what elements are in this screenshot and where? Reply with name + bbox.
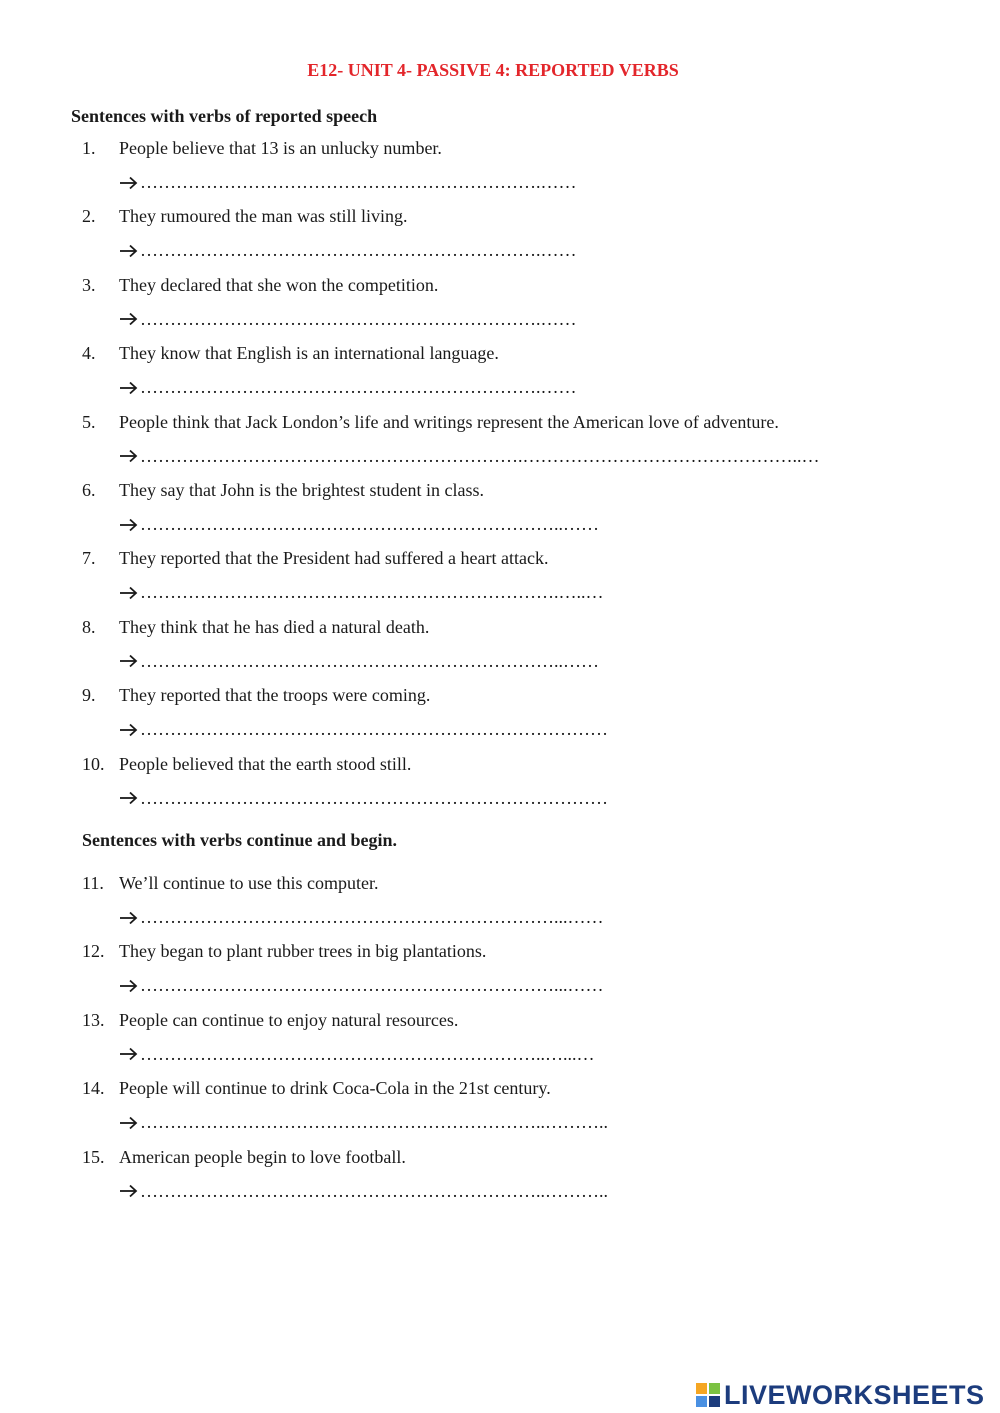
answer-line[interactable] bbox=[119, 446, 820, 467]
answer-line[interactable] bbox=[119, 377, 577, 398]
question-text: People believe that 13 is an unlucky number. bbox=[119, 138, 442, 158]
question-number: 15. bbox=[82, 1146, 105, 1167]
question-number: 12. bbox=[82, 941, 105, 962]
answer-line[interactable] bbox=[119, 240, 577, 261]
liveworksheets-logo-icon bbox=[696, 1383, 720, 1407]
question-text: They reported that the troops were coming. bbox=[119, 685, 431, 706]
brand-name: LIVEWORKSHEETS bbox=[724, 1379, 985, 1410]
question-text: They know that English is an international language. bbox=[119, 343, 499, 364]
answer-placeholder[interactable]: ……………………………………………………………..…… bbox=[140, 514, 599, 534]
answer-placeholder[interactable]: …………………………………………………………………… bbox=[140, 787, 608, 808]
answer-line[interactable] bbox=[119, 907, 604, 928]
question-number: 9. bbox=[82, 685, 96, 706]
question-number: 14. bbox=[82, 1078, 105, 1099]
arrow-right-icon bbox=[119, 381, 140, 395]
answer-placeholder[interactable]: ………………………………………………………….…… bbox=[140, 308, 577, 329]
answer-line[interactable] bbox=[119, 651, 599, 672]
answer-placeholder[interactable]: ……………………………………………………………...…… bbox=[140, 907, 604, 927]
question-number: 2. bbox=[82, 206, 96, 227]
answer-placeholder[interactable]: …………………………………………………………….…..… bbox=[140, 582, 604, 603]
question-number: 1. bbox=[82, 138, 96, 158]
question-text: They rumoured the man was still living. bbox=[119, 206, 408, 227]
question-number: 4. bbox=[82, 343, 96, 364]
arrow-right-icon bbox=[119, 1047, 140, 1061]
question-text: American people begin to love football. bbox=[119, 1146, 406, 1167]
answer-line[interactable] bbox=[119, 582, 604, 603]
arrow-right-icon bbox=[119, 586, 140, 600]
answer-line[interactable] bbox=[119, 1112, 608, 1133]
answer-line[interactable] bbox=[119, 172, 577, 193]
question-text: They began to plant rubber trees in big plantations. bbox=[119, 941, 487, 962]
arrow-right-icon bbox=[119, 176, 140, 190]
arrow-right-icon bbox=[119, 518, 140, 532]
answer-placeholder[interactable]: …………………………………………………………..……….. bbox=[140, 1112, 608, 1133]
answer-placeholder[interactable]: ………………………………………………………….…… bbox=[140, 240, 577, 261]
answer-placeholder[interactable]: …………………………………………………………..……….. bbox=[140, 1180, 608, 1201]
question-text: They declared that she won the competition. bbox=[119, 274, 439, 295]
arrow-right-icon bbox=[119, 1184, 140, 1198]
answer-placeholder[interactable]: …………………………………………………………………… bbox=[140, 719, 608, 740]
arrow-right-icon bbox=[119, 791, 140, 805]
section-heading: Sentences with verbs continue and begin. bbox=[82, 830, 398, 850]
question-number: 3. bbox=[82, 274, 96, 295]
answer-line[interactable] bbox=[119, 514, 599, 535]
arrow-right-icon bbox=[119, 979, 140, 993]
question-number: 5. bbox=[82, 411, 96, 432]
question-number: 13. bbox=[82, 1009, 105, 1030]
answer-line[interactable] bbox=[119, 309, 577, 330]
arrow-right-icon bbox=[119, 723, 140, 737]
answer-line[interactable] bbox=[119, 975, 604, 996]
answer-line[interactable] bbox=[119, 1181, 608, 1202]
question-text: They say that John is the brightest student in class. bbox=[119, 480, 484, 500]
answer-placeholder[interactable]: ……………………………………………………………...…… bbox=[140, 975, 604, 996]
question-text: People think that Jack London’s life and writings represent the American love of adventure. bbox=[119, 411, 779, 432]
section-heading: Sentences with verbs of reported speech bbox=[71, 106, 378, 126]
answer-placeholder[interactable]: ………………………………………………………….…… bbox=[140, 172, 577, 192]
brand-footer[interactable] bbox=[696, 1378, 996, 1412]
answer-placeholder[interactable]: …………………………………………………………..…...… bbox=[140, 1043, 595, 1064]
answer-line[interactable] bbox=[119, 788, 608, 809]
arrow-right-icon bbox=[119, 312, 140, 326]
arrow-right-icon bbox=[119, 1116, 140, 1130]
arrow-right-icon bbox=[119, 654, 140, 668]
arrow-right-icon bbox=[119, 244, 140, 258]
question-text: People will continue to drink Coca-Cola in the 21st century. bbox=[119, 1078, 551, 1099]
question-number: 6. bbox=[82, 480, 96, 500]
question-text: People can continue to enjoy natural resources. bbox=[119, 1009, 459, 1030]
question-number: 10. bbox=[82, 753, 105, 774]
question-text: People believed that the earth stood still. bbox=[119, 753, 412, 774]
answer-placeholder[interactable]: ……………………………………………………………..…… bbox=[140, 650, 599, 671]
answer-placeholder[interactable]: ………………………………………………………….…… bbox=[140, 377, 577, 398]
question-text: They think that he has died a natural death. bbox=[119, 616, 430, 637]
arrow-right-icon bbox=[119, 911, 140, 925]
arrow-right-icon bbox=[119, 449, 140, 463]
question-text: They reported that the President had suffered a heart attack. bbox=[119, 548, 549, 569]
answer-line[interactable] bbox=[119, 1044, 595, 1065]
page-title: E12- UNIT 4- PASSIVE 4: REPORTED VERBS bbox=[307, 60, 679, 80]
answer-line[interactable] bbox=[119, 719, 608, 740]
answer-placeholder[interactable]: ……………………………………………………….………………………………………..… bbox=[140, 445, 820, 466]
question-number: 11. bbox=[82, 873, 104, 893]
question-number: 8. bbox=[82, 616, 96, 637]
question-text: We’ll continue to use this computer. bbox=[119, 873, 379, 893]
question-number: 7. bbox=[82, 548, 96, 569]
